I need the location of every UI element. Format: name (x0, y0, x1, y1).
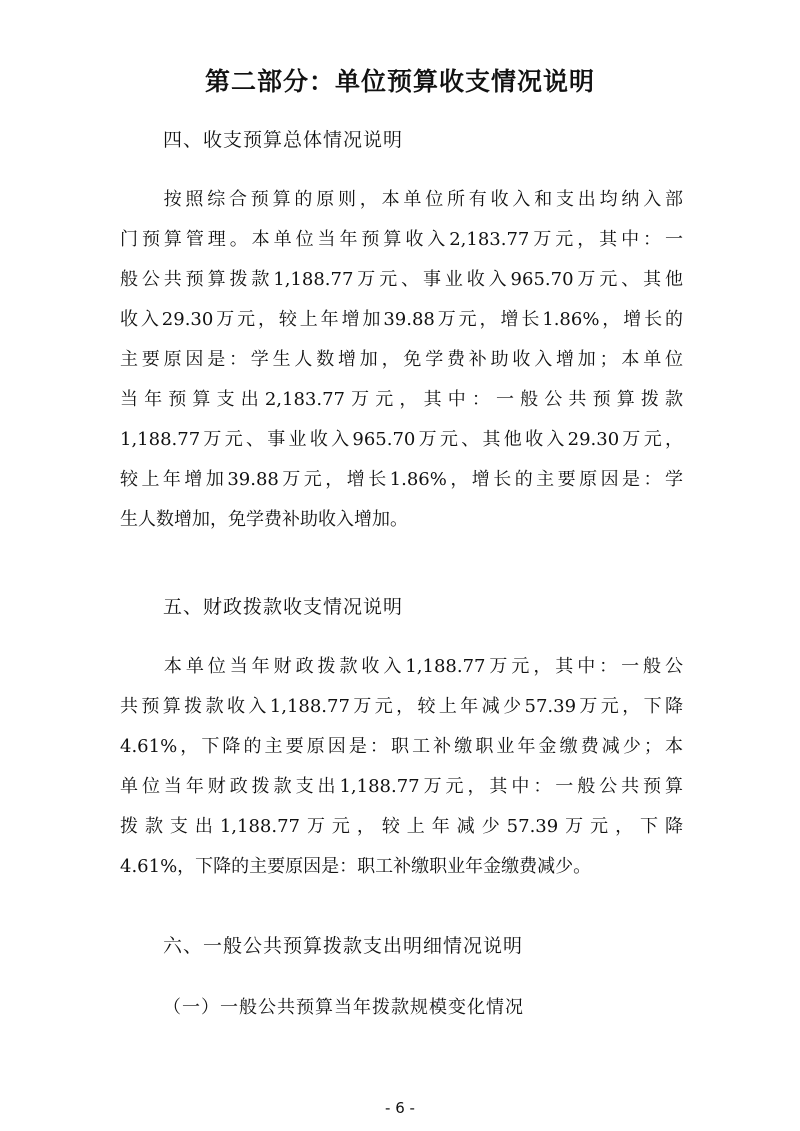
paragraph-line: 共预算拨款收入1,188.77万元，较上年减少57.39万元，下降 (120, 696, 683, 717)
page-number: - 6 - (385, 1099, 415, 1117)
section-heading-4: 四、收支预算总体情况说明 (163, 129, 404, 151)
page-title: 第二部分：单位预算收支情况说明 (204, 67, 595, 96)
paragraph-line: 收入29.30万元，较上年增加39.88万元，增长1.86%，增长的 (120, 309, 683, 330)
paragraph-line: 较上年增加39.88万元，增长1.86%，增长的主要原因是：学 (120, 469, 683, 490)
paragraph-line: 般公共预算拨款1,188.77万元、事业收入965.70万元、其他 (120, 269, 683, 290)
section-heading-6: 六、一般公共预算拨款支出明细情况说明 (163, 935, 524, 957)
paragraph-line: 生人数增加，免学费补助收入增加。 (120, 509, 408, 530)
paragraph-line: 4.61%，下降的主要原因是：职工补缴职业年金缴费减少。 (120, 856, 592, 877)
section-paragraph-4 (120, 180, 683, 540)
paragraph-line: 拨款支出1,188.77万元，较上年减少57.39万元，下降 (120, 816, 683, 837)
paragraph-line: 按照综合预算的原则，本单位所有收入和支出均纳入部 (120, 189, 683, 210)
paragraph-line: 本单位当年财政拨款收入1,188.77万元，其中：一般公 (120, 656, 683, 677)
paragraph-line: 1,188.77万元、事业收入965.70万元、其他收入29.30万元， (120, 429, 683, 450)
section-heading-5: 五、财政拨款收支情况说明 (163, 596, 404, 618)
paragraph-line: 4.61%，下降的主要原因是：职工补缴职业年金缴费减少；本 (120, 736, 683, 757)
paragraph-line: 门预算管理。本单位当年预算收入2,183.77万元，其中：一 (120, 229, 683, 250)
subsection-heading-6-1: （一）一般公共预算当年拨款规模变化情况 (163, 997, 524, 1018)
paragraph-line: 当年预算支出2,183.77万元，其中：一般公共预算拨款 (120, 389, 683, 410)
section-paragraph-5 (120, 647, 683, 887)
paragraph-line: 单位当年财政拨款支出1,188.77万元，其中：一般公共预算 (120, 776, 683, 797)
paragraph-line: 主要原因是：学生人数增加，免学费补助收入增加；本单位 (120, 349, 683, 370)
